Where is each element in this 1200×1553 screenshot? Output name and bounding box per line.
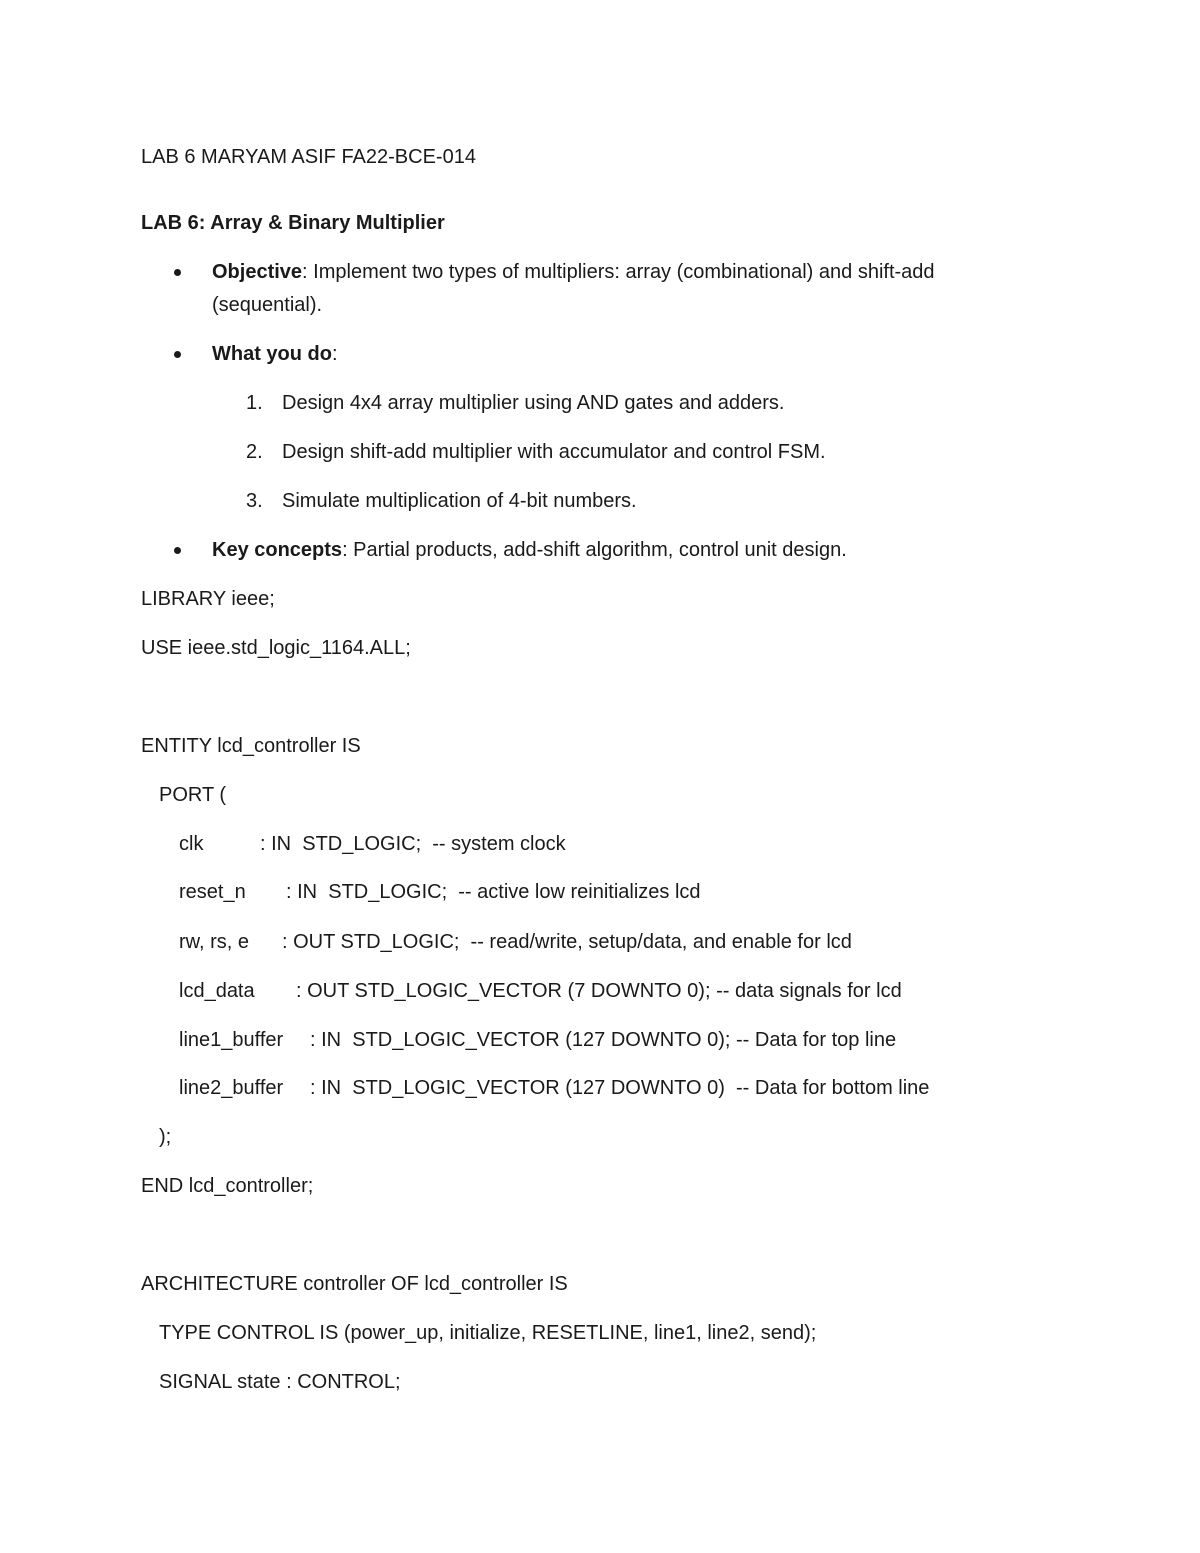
what-you-do-label: What you do [212, 343, 332, 365]
bullet-icon [174, 351, 181, 358]
step-text: Design shift-add multiplier with accumulator and control FSM. [282, 441, 826, 463]
objective-text-continued: (sequential). [212, 294, 323, 316]
port-declaration: : IN STD_LOGIC; -- system clock [260, 833, 566, 855]
key-concepts-item [212, 538, 847, 562]
port-name: rw, rs, e [179, 931, 250, 953]
code-line: TYPE CONTROL IS (power_up, initialize, RESETLINE, line1, line2, send); [159, 1322, 817, 1344]
port-name: lcd_data [179, 980, 255, 1002]
code-line: PORT ( [159, 784, 227, 806]
document-title-line: LAB 6 MARYAM ASIF FA22-BCE-014 [141, 146, 476, 168]
objective-label: Objective [212, 261, 303, 283]
bullet-icon [174, 269, 181, 276]
step-number: 2. [246, 441, 263, 463]
code-line: SIGNAL state : CONTROL; [159, 1371, 401, 1393]
bullet-icon [174, 547, 181, 554]
port-name: clk [179, 833, 204, 855]
code-line: ENTITY lcd_controller IS [141, 735, 361, 757]
step-number: 3. [246, 490, 263, 512]
port-name: line2_buffer [179, 1077, 284, 1099]
code-line: ); [159, 1126, 172, 1148]
step-text: Simulate multiplication of 4-bit numbers. [282, 490, 637, 512]
port-declaration: : OUT STD_LOGIC_VECTOR (7 DOWNTO 0); -- data signals for lcd [296, 980, 902, 1002]
code-line: ARCHITECTURE controller OF lcd_controller IS [141, 1273, 568, 1295]
code-line: END lcd_controller; [141, 1175, 314, 1197]
what-you-do-item [212, 342, 338, 366]
code-line: USE ieee.std_logic_1164.ALL; [141, 637, 411, 659]
port-name: line1_buffer [179, 1029, 284, 1051]
step-number: 1. [246, 392, 263, 414]
port-declaration: : OUT STD_LOGIC; -- read/write, setup/data, and enable for lcd [282, 931, 852, 953]
port-declaration: : IN STD_LOGIC_VECTOR (127 DOWNTO 0); -- Data for top line [310, 1029, 897, 1051]
what-you-do-suffix: : [331, 343, 338, 365]
code-line: LIBRARY ieee; [141, 588, 275, 610]
objective-text: : Implement two types of multipliers: array (combinational) and shift-add [302, 261, 935, 283]
key-concepts-label: Key concepts [212, 539, 343, 561]
port-declaration: : IN STD_LOGIC; -- active low reinitializes lcd [286, 881, 701, 903]
lab-heading: LAB 6: Array & Binary Multiplier [141, 212, 445, 234]
port-declaration: : IN STD_LOGIC_VECTOR (127 DOWNTO 0) -- Data for bottom line [310, 1077, 930, 1099]
step-text: Design 4x4 array multiplier using AND gates and adders. [282, 392, 785, 414]
objective-item [212, 260, 935, 284]
key-concepts-text: : Partial products, add-shift algorithm, control unit design. [342, 539, 847, 561]
port-name: reset_n [179, 881, 246, 903]
